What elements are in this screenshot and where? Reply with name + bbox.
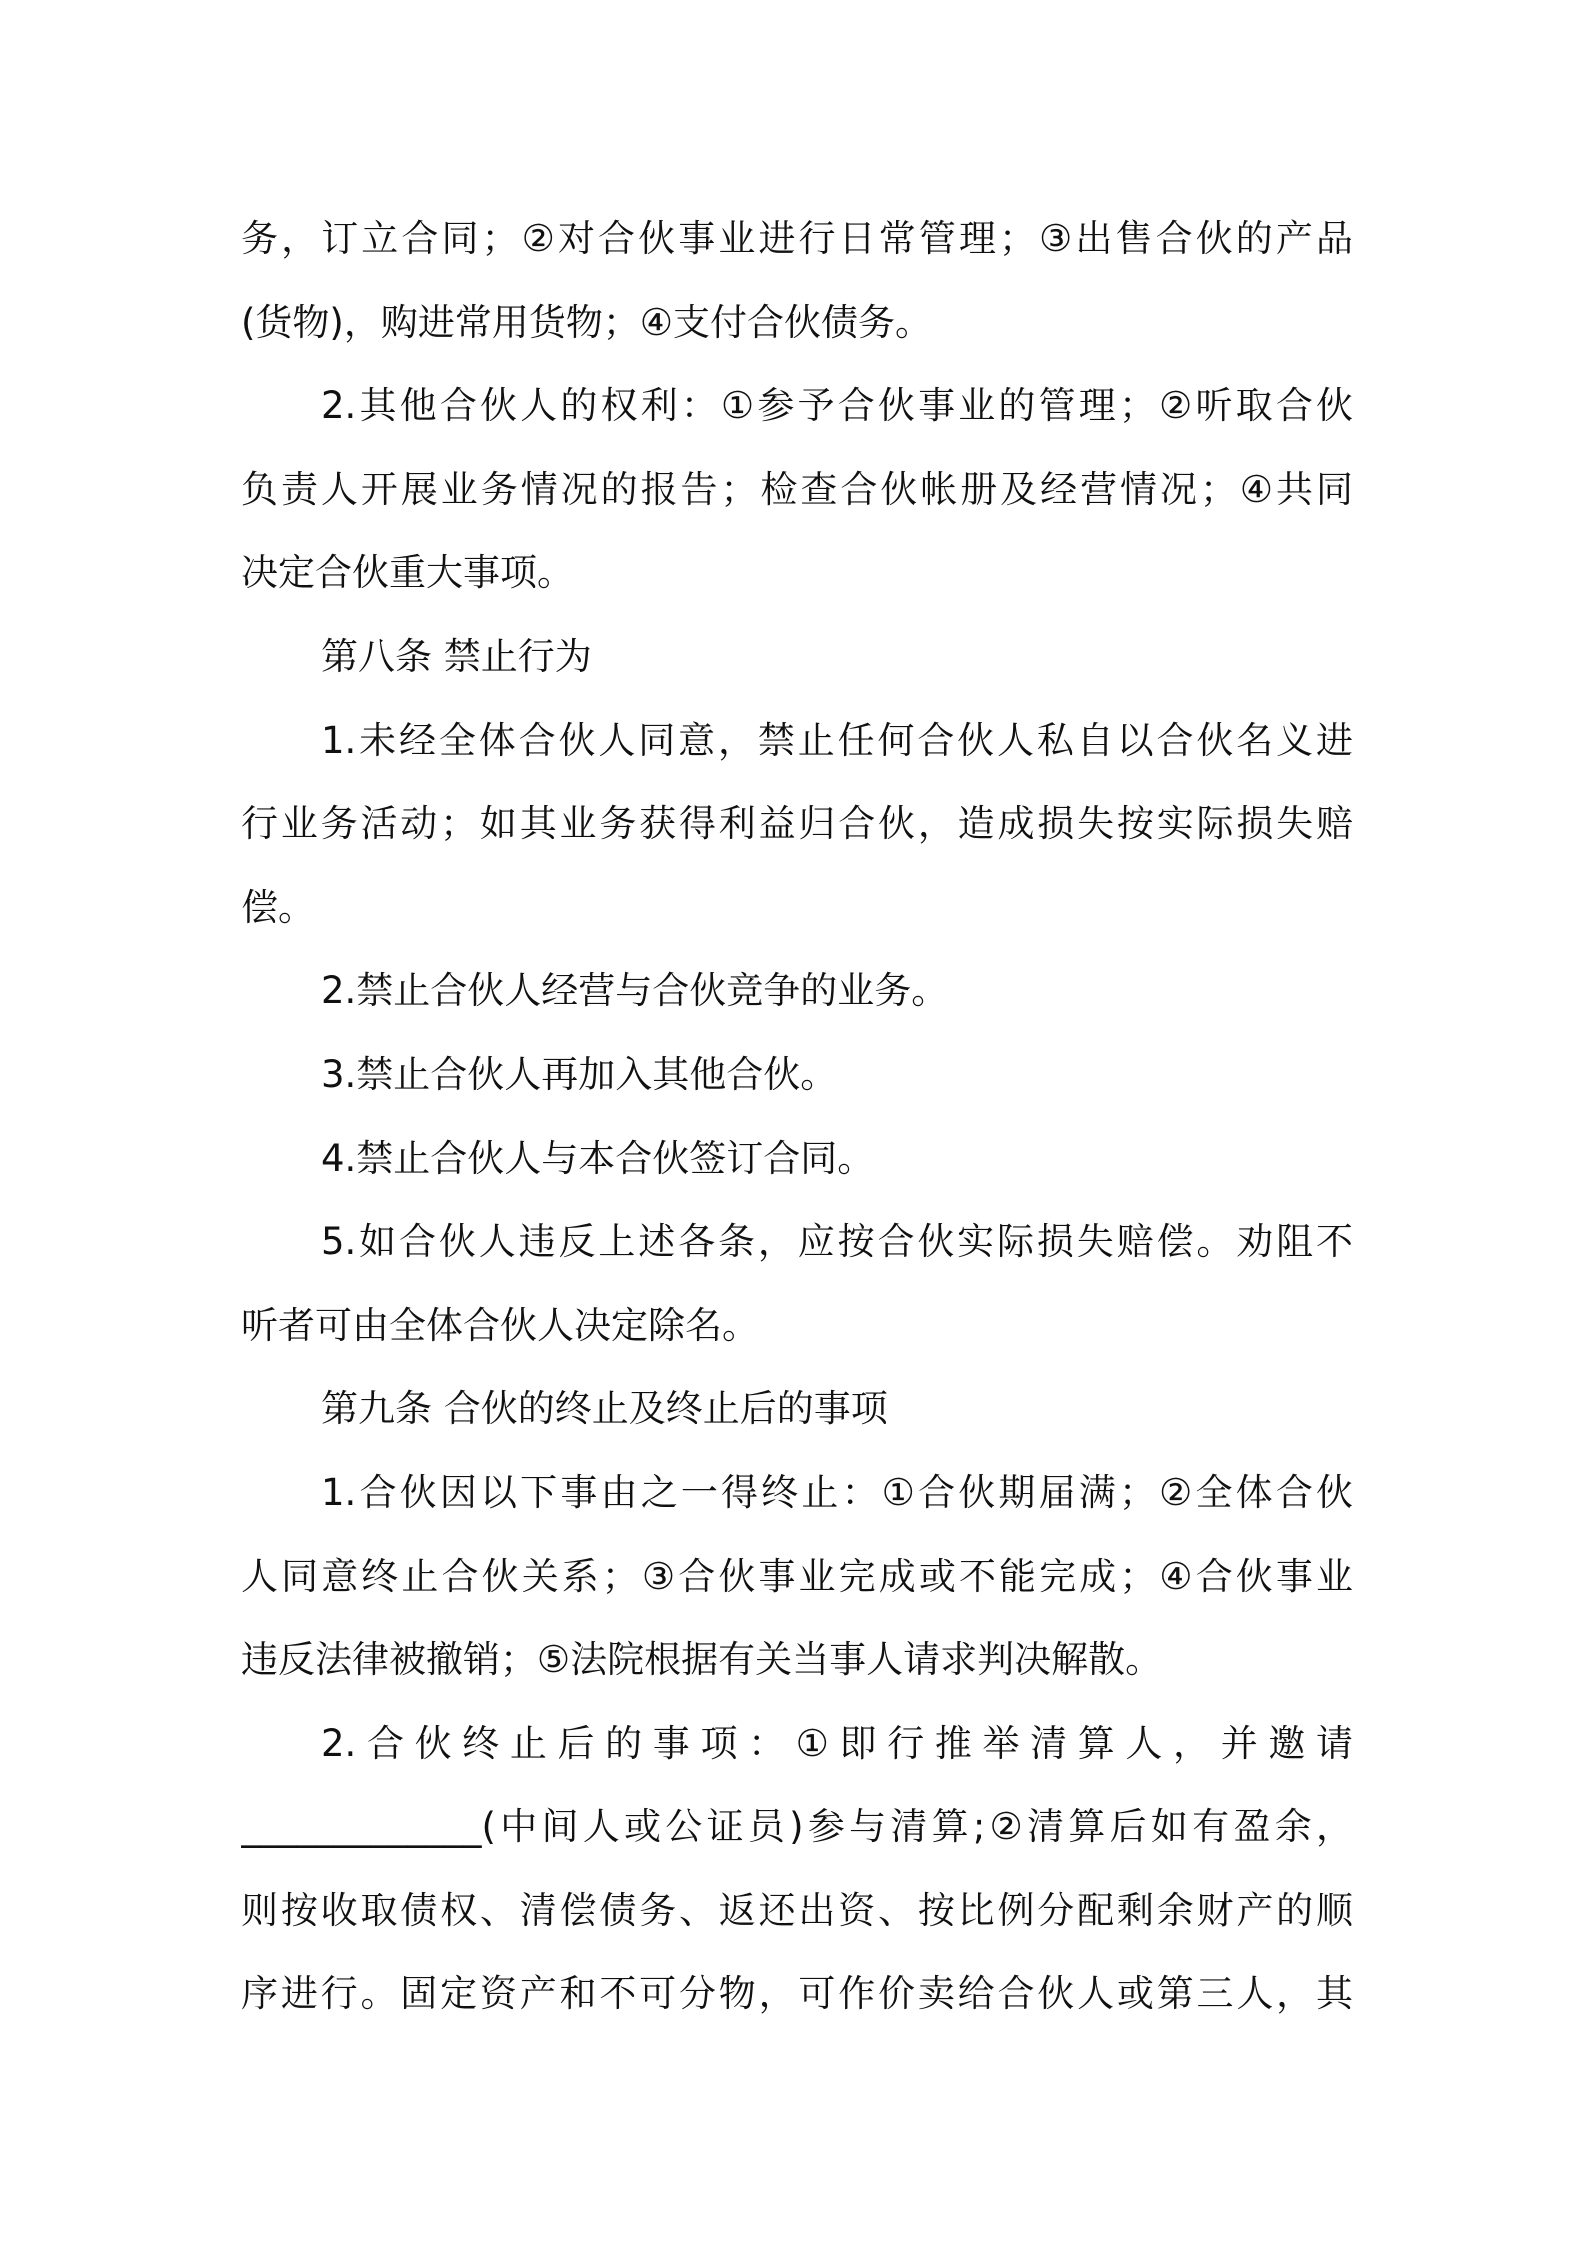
text-line: 1.合伙因以下事由之一得终止：①合伙期届满；②全体合伙: [321, 1470, 1353, 1514]
text-line: 则按收取债权、清偿债务、返还出资、按比例分配剩余财产的顺: [241, 1888, 1353, 1932]
article-heading: 第八条 禁止行为: [321, 634, 592, 678]
text-line: (货物)，购进常用货物；④支付合伙债务。: [241, 300, 933, 344]
text-line: 1.未经全体合伙人同意，禁止任何合伙人私自以合伙名义进: [321, 718, 1353, 762]
text-line: 3.禁止合伙人再加入其他合伙。: [321, 1052, 838, 1096]
document-page: [241, 197, 1353, 2036]
text-line: 2.合伙终止后的事项：①即行推举清算人，并邀请: [321, 1721, 1353, 1765]
text-line: 序进行。固定资产和不可分物，可作价卖给合伙人或第三人，其: [241, 1972, 1353, 2016]
text-line: 2.禁止合伙人经营与合伙竞争的业务。: [321, 969, 949, 1013]
text-line: 务，订立合同；②对合伙事业进行日常管理；③出售合伙的产品: [241, 217, 1353, 260]
text-line-with-blank: _____________(中间人或公证员)参与清算;②清算后如有盈余，: [241, 1805, 1353, 1849]
text-line: 违反法律被撤销；⑤法院根据有关当事人请求判决解散。: [241, 1638, 1163, 1682]
text-line: 人同意终止合伙关系；③合伙事业完成或不能完成；④合伙事业: [241, 1554, 1353, 1598]
text-line: 4.禁止合伙人与本合伙签订合同。: [321, 1136, 875, 1180]
text-line: 行业务活动；如其业务获得利益归合伙，造成损失按实际损失赔: [241, 802, 1353, 846]
text-line: 负责人开展业务情况的报告；检查合伙帐册及经营情况；④共同: [241, 467, 1353, 511]
text-line: 听者可由全体合伙人决定除名。: [241, 1303, 759, 1347]
text-line: 5.如合伙人违反上述各条，应按合伙实际损失赔偿。劝阻不: [321, 1220, 1353, 1264]
text-line: 决定合伙重大事项。: [241, 551, 574, 595]
article-heading: 第九条 合伙的终止及终止后的事项: [321, 1387, 888, 1431]
text-line: 偿。: [241, 885, 315, 929]
text-line: 2.其他合伙人的权利：①参予合伙事业的管理；②听取合伙: [321, 384, 1353, 428]
